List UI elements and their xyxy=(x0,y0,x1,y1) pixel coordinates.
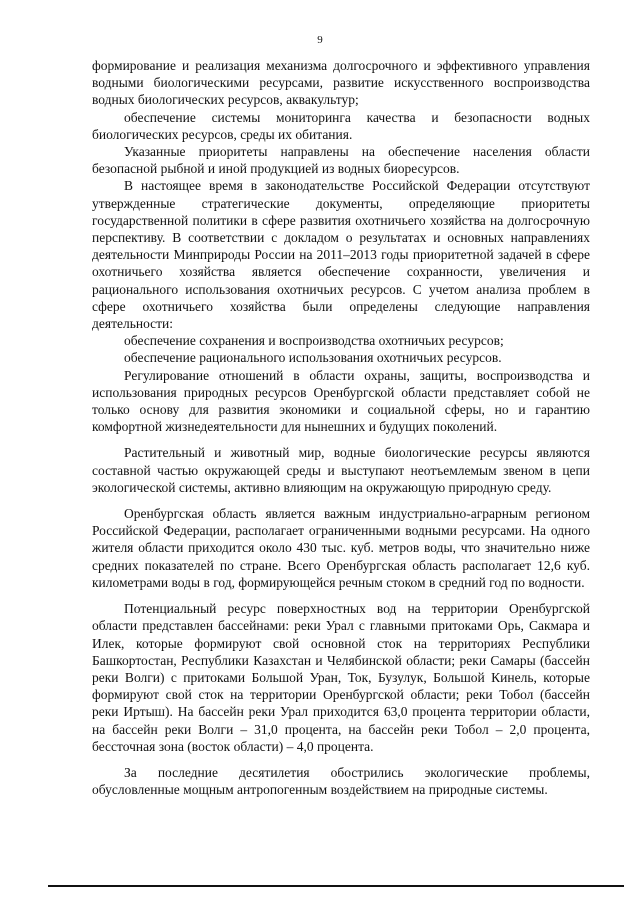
paragraph-hunting-conservation: обеспечение сохранения и воспроизводства охотничьих ресурсов; xyxy=(124,333,504,349)
paragraph-resource-regulation: Регулирование отношений в области охраны, защиты, воспроизводства и использования природных ресурсов Оренбургской области представляет собой не только основу для развития экономики и социальной сферы, но и гарантию комфортной жизнедеятельности для нынешних и будущих поколений. xyxy=(92,367,590,435)
footer-rule xyxy=(48,885,624,887)
paragraph-monitoring: обеспечение системы мониторинга качества и безопасности водных биологических ресурсов, среды их обитания. xyxy=(92,109,590,142)
paragraph-flora-fauna: Растительный и животный мир, водные биологические ресурсы являются составной частью окружающей среды и выступают неотъемлемым звеном в цепи экологической системы, активно влияющим на окружающую природную среду. xyxy=(92,445,590,495)
paragraph-surface-waters: Потенциальный ресурс поверхностных вод на территории Оренбургской области представлен бассейнами: реки Урал с главными притоками Орь, Сакмара и Илек, которые формируют свой основной сток на территориях Республики Башкортостан, Республики Казахстан и Челябинской области; реки Самары (бассейн реки Волги) с притоками Большой Уран, Ток, Бузулук, Большой Кинель, которые формируют свой сток на территории Оренбургской области; реки Тобол (бассейн реки Иртыш). На бассейн реки Урал приходится 63,0 процента территории области, на бассейн реки Волги – 31,0 процента, на бассейн реки Тобол – 2,0 процента, бессточная зона (восток области) – 4,0 процента. xyxy=(92,601,590,754)
paragraph-priorities-aim: Указанные приоритеты направлены на обеспечение населения области безопасной рыбной и иной продукцией из водных биоресурсов. xyxy=(92,144,590,177)
paragraph-hunting-rational-use: обеспечение рационального использования охотничьих ресурсов. xyxy=(124,350,502,366)
paragraph-priority-water-management: формирование и реализация механизма долгосрочного и эффективного управления водными биологическими ресурсами, развитие искусственного воспроизводства водных биологических ресурсов, аквакультур; xyxy=(92,58,590,108)
document-body xyxy=(92,57,590,798)
paragraph-hunting-legislation: В настоящее время в законодательстве Российской Федерации отсутствуют утвержденные стратегические документы, определяющие приоритеты государственной политики в сфере развития охотничьего хозяйства на долгосрочную перспективу. В соответствии с докладом о результатах и основных направлениях деятельности Минприроды России на 2011–2013 годы приоритетной задачей в сфере охотничьего хозяйства является обеспечение сохранности, увеличения и рационального использования охотничьих ресурсов. С учетом анализа проблем в сфере охотничьего хозяйства были определены следующие направления деятельности: xyxy=(92,178,590,332)
page-number: 9 xyxy=(317,34,323,46)
paragraph-water-resources: Оренбургская область является важным индустриально-аграрным регионом Российской Федерации, располагает ограниченными водными ресурсами. На одного жителя области приходится около 430 тыс. куб. метров воды, что значительно ниже средних показателей по стране. Всего Оренбургская область располагает 12,6 куб. километрами воды в год, формирующейся речным стоком в средний год по водности. xyxy=(92,506,590,590)
paragraph-ecological-problems: За последние десятилетия обострились экологические проблемы, обусловленные мощным антропогенным воздействием на природные системы. xyxy=(92,764,590,798)
